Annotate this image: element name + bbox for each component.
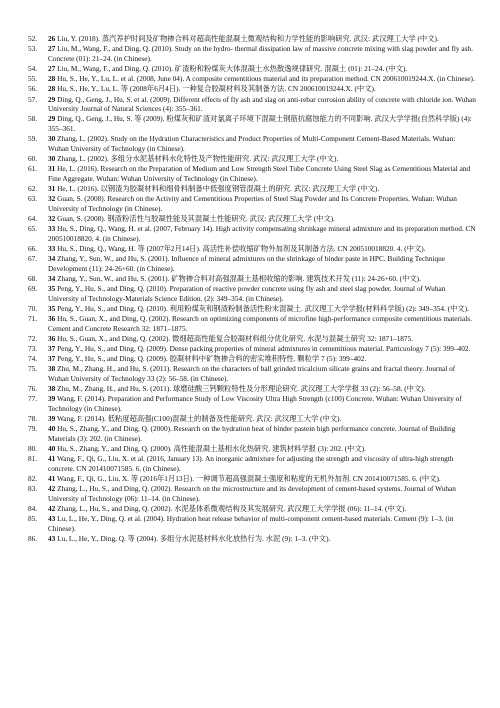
reference-entry: [28, 384, 476, 394]
reference-entry: [28, 74, 476, 84]
reference-text: Wang, F. (2014). 低粘度超高强(C100)混凝土的制备及性能研究. 武汉: 武汉理工大学 (中文).: [57, 414, 342, 423]
reference-entry: [28, 314, 476, 333]
reference-source-index: 32: [48, 213, 56, 223]
reference-number: 82.: [28, 473, 38, 483]
reference-text: Ding, Q., Geng, J., Hu, S. 等 (2009). 粉煤灰和矿渣对氯离子环境下混凝土钢筋抗腐蚀能力的不同影响. 武汉大学学报(自然科学版) (4): 355–361.: [48, 114, 472, 133]
reference-text: Peng, Y., Hu, S., and Ding, Q. (2010). 利用粉煤灰和钢渣粉制备活性粉末混凝土. 武汉理工大学学报(材料科学版) (2): 349–354. (中文).: [57, 303, 469, 313]
reference-text: Peng, Y., Hu, S., and Ding, Q. (2010). Preparation of reactive powder concrete using fly ash and steel slag powder. Journal of Wuhan University of Technology-Materials Science Edition. (2): 349–354. (in Chinese).: [48, 283, 446, 303]
reference-text: Zhang, L. (2002). Study on the Hydration Characteristics and Product Properties of Multi-Component Cement-Based Materials. Wuhan: Wuhan University of Technology (in Chinese).: [48, 134, 456, 153]
reference-source-index: 39: [48, 394, 56, 404]
reference-source-index: 38: [48, 384, 56, 394]
reference-entry: [28, 154, 476, 164]
reference-entry: [28, 224, 476, 243]
reference-entry: [28, 244, 476, 254]
reference-number: 66.: [28, 243, 38, 253]
reference-number: 71.: [28, 313, 38, 323]
reference-text: Hu, S., Zhang, Y., and Ding, Q. (2000). Research on the hydration heat of binder pastein high performance concrete. Journal of Building Materials (3): 202. (in Chinese).: [48, 424, 456, 443]
reference-source-index: 39: [48, 414, 56, 423]
reference-entry: [28, 304, 476, 314]
reference-text: Hu, S., He, Y., Lu, L. 等 (2008年6月4日). 一种复合胶凝材料及其制备方法. CN 200610019244.X. (中文).: [57, 84, 376, 94]
reference-text: Zhang, L., Hu, S., and Ding, Q. (2002). Research on the microstructure and its development of cement-based systems. Journal of Wuhan University of Technology (06): 11–14. (in Chinese).: [48, 484, 456, 503]
reference-source-index: 29: [48, 94, 56, 104]
reference-source-index: 38: [48, 364, 56, 374]
reference-number: 70.: [28, 303, 38, 313]
reference-entry: [28, 254, 476, 273]
reference-text: Zhang, Y., Sun, W., and Hu, S. (2001). Influence of mineral admixtures on the shrinkage of binder paste in HPC. Building Technique Development (11): 24-26+60. (in Chinese).: [48, 253, 445, 273]
reference-number: 52.: [28, 34, 38, 43]
reference-number: 68.: [28, 273, 38, 283]
reference-number: 54.: [28, 63, 38, 73]
reference-number: 84.: [28, 503, 38, 513]
reference-number: 64.: [28, 213, 38, 223]
reference-text: Guan, S. (2008). 钢渣粉活性与胶凝性能及其混凝土性能研究. 武汉: 武汉理工大学 (中文).: [57, 213, 336, 223]
reference-number: 65.: [28, 224, 38, 233]
reference-number: 85.: [28, 514, 38, 524]
reference-text: Lu, L., He, Y., Ding, Q. 等 (2004). 多组分水泥基材料水化放热行为. 水泥 (9): 1–3. (中文).: [57, 533, 331, 543]
reference-source-index: 30: [48, 134, 56, 144]
reference-entry: [28, 484, 476, 503]
reference-number: 56.: [28, 84, 38, 94]
reference-text: Hu, S., He, Y., Lu, L. et al. (2008, June 04). A composite cementitious material and its preparation method. CN 200610019244.X. (in Chinese).: [57, 74, 475, 84]
reference-entry: [28, 504, 476, 514]
reference-entry: [28, 134, 476, 153]
reference-number: 76.: [28, 384, 38, 394]
reference-text: Hu, S., Zhang, Y., and Ding, Q. (2000). 高性能混凝土基相水化热研究. 建筑材料学报 (3): 202. (中文).: [57, 443, 367, 453]
reference-source-index: 33: [48, 224, 56, 233]
reference-source-index: 32: [48, 194, 56, 204]
reference-text: Hu, S., Guan, X., and Ding, Q. (2002). 微细超高性能复合胶凝材料组分优化研究. 水泥与混凝土研究 32: 1871–1875.: [57, 333, 414, 343]
reference-source-index: 37: [48, 354, 56, 364]
reference-entry: [28, 414, 476, 424]
reference-text: Ding, Q., Geng, J., Hu, S. et al. (2009). Different effects of fly ash and slag on anti-rebar corrosion ability of concrete with chloride ion. Wuhan University Journal of Natural Sciences (4): 355–361.: [48, 94, 476, 114]
reference-text: Wang, F., Qi, G., Liu, X. et al. (2016, January 13). An inorganic admixture for adjusting the strength and viscosity of ultra-high strength concrete. CN 201410071585. 6. (in Chinese).: [48, 454, 454, 473]
reference-source-index: 28: [48, 74, 56, 84]
reference-entry: [28, 534, 476, 544]
reference-text: Zhang, L. (2002). 多组分水泥基材料水化特性及产物性能研究. 武汉: 武汉理工大学 (中文).: [57, 153, 339, 163]
reference-source-index: 27: [48, 44, 56, 54]
reference-entry: [28, 284, 476, 303]
reference-source-index: 34: [48, 253, 56, 263]
reference-source-index: 34: [48, 273, 56, 283]
reference-entry: [28, 454, 476, 473]
reference-source-index: 43: [48, 514, 56, 524]
reference-number: 58.: [28, 114, 38, 124]
reference-number: 72.: [28, 333, 38, 343]
reference-number: 62.: [28, 183, 38, 193]
reference-source-index: 36: [48, 333, 56, 343]
reference-source-index: 36: [48, 313, 56, 323]
reference-number: 61.: [28, 164, 38, 174]
reference-source-index: 31: [48, 183, 56, 193]
reference-text: He, L. (2016). 以钢渣为胶凝材料和细骨料制备中低强度钢管混凝土的研究. 武汉: 武汉理工大学 (中文).: [57, 183, 380, 193]
reference-entry: [28, 514, 476, 533]
reference-text: He, L. (2016). Research on the Preparation of Medium and Low Strength Steel Tube Concrete Using Steel Slag as Cementitious Material and Fine Aggregate. Wuhan: Wuhan University of Technology (in Chinese).: [48, 164, 471, 183]
reference-entry: [28, 474, 476, 484]
reference-text: Wang, F. (2014). Preparation and Performance Study of Low Viscosity Ultra High Strength (c100) Concrete. Wuhan: Wuhan University of Technology (in Chinese).: [48, 394, 462, 413]
reference-source-index: 42: [48, 503, 56, 513]
reference-entry: [28, 194, 476, 213]
reference-source-index: 30: [48, 153, 56, 163]
reference-source-index: 41: [48, 473, 56, 483]
reference-text: Lu, L., He, Y., Ding, Q. et al. (2004). Hydration heat release behavior of multi-component cement-based materials. Cement (9): 1–3. (in Chinese).: [48, 514, 454, 533]
reference-number: 77.: [28, 394, 38, 404]
reference-source-index: 35: [48, 283, 56, 293]
reference-text: Hu, S., Guan, X., and Ding, Q. (2002). Research on optimizing components of microfine high-performance composite cementitious materials. Cement and Concrete Research 32: 1871–1875.: [48, 313, 472, 333]
reference-number: 57.: [28, 94, 38, 104]
reference-entry: [28, 114, 476, 133]
reference-entry: [28, 274, 476, 284]
reference-text: Hu, S., Ding, Q., Wang, H. 等 (2007年2月14日). 高活性补偿收缩矿物外加剂及其制备方法. CN 200510018820. 4. (中文).: [57, 243, 426, 253]
reference-entry: [28, 364, 476, 383]
reference-number: 55.: [28, 74, 38, 84]
reference-number: 81.: [28, 454, 38, 464]
reference-entry: [28, 95, 476, 114]
reference-entry: [28, 334, 476, 344]
reference-entry: [28, 394, 476, 413]
reference-text: Wang, F., Qi, G., Liu, X. 等 (2016年1月13日). 一种调节超高强混凝土强度和粘度的无机外加剂. CN 201410071585. 6. (中文).: [57, 473, 441, 483]
reference-number: 63.: [28, 194, 38, 204]
reference-source-index: 27: [48, 63, 56, 73]
reference-number: 60.: [28, 153, 38, 163]
reference-number: 79.: [28, 424, 38, 434]
reference-source-index: 43: [48, 533, 56, 543]
reference-entry: [28, 424, 476, 443]
reference-text: Zhang, Y., Sun, W., and Hu, S. (2001). 矿物掺合料对高强混凝土基相收缩的影响. 建筑技术开发 (11): 24-26+60. (中文).: [57, 273, 421, 283]
reference-list: [28, 34, 476, 543]
reference-number: 78.: [28, 414, 38, 423]
reference-source-index: 26: [48, 34, 56, 43]
reference-text: Peng, Y., Hu, S., and Ding, Q. (2009). 胶凝材料中矿物掺合料的密实堆积特性. 颗粒学 7 (5): 399–402.: [57, 354, 367, 364]
reference-source-index: 31: [48, 164, 56, 174]
reference-source-index: 37: [48, 343, 56, 353]
reference-text: Liu, M., Wang, F., and Ding, Q. (2010). Study on the hydro- thermal dissipation law of massive concrete mixing with slag powder and fly ash. Concrete (01): 21–24. (in Chinese).: [48, 44, 473, 63]
reference-number: 53.: [28, 44, 38, 54]
reference-text: Zhu, M., Zhang, H., and Hu, S. (2011). Research on the characters of ball grinded tricalcium silicate grains and fractal theory. Journal of Wuhan University of Technology 33 (2): 56–58. (in Chinese).: [48, 364, 456, 383]
reference-number: 67.: [28, 253, 38, 263]
reference-source-index: 35: [48, 303, 56, 313]
reference-entry: [28, 84, 476, 94]
reference-entry: [28, 344, 476, 354]
reference-entry: [28, 34, 476, 44]
reference-number: 80.: [28, 443, 38, 453]
reference-text: Hu, S., Ding, Q., Wang, H. et al. (2007, February 14). High activity compensating shrinkage mineral admixture and its preparation method. CN 200510018820. 4. (in Chinese).: [48, 224, 476, 243]
reference-number: 69.: [28, 283, 38, 293]
reference-text: Liu, M., Wang, F., and Ding, Q. (2010). 矿渣粉和粉煤灰大体混凝土水热散逸规律研究. 混凝土 (01): 21–24. (中文).: [57, 63, 408, 73]
reference-text: Liu, Y. (2018). 蒸汽养护时间及矿物掺合料对超高性能混凝土微观结构和力学性能的影响研究. 武汉: 武汉理工大学 (中文).: [57, 34, 439, 43]
reference-text: Guan, S. (2008). Research on the Activity and Cementitious Properties of Steel Slag Powder and Its Concrete Properties. Wuhan: Wuhan University of Technology (in Chinese).: [48, 194, 457, 213]
reference-entry: [28, 184, 476, 194]
reference-source-index: 42: [48, 484, 56, 494]
reference-entry: [28, 64, 476, 74]
reference-entry: [28, 164, 476, 183]
reference-text: Zhu, M., Zhang, H., and Hu, S. (2011). 球磨硅酸三钙颗粒特性及分形理论研究. 武汉理工大学学报 33 (2): 56–58. (中文).: [57, 384, 426, 394]
reference-source-index: 41: [48, 454, 56, 464]
reference-text: Zhang, L., Hu, S., and Ding, Q. (2002). 水泥基体系微观结构及其发展研究. 武汉理工大学学报 (06): 11–14. (中文).: [57, 503, 407, 513]
reference-source-index: 28: [48, 84, 56, 94]
reference-number: 59.: [28, 134, 38, 144]
reference-source-index: 40: [48, 443, 56, 453]
reference-number: 75.: [28, 364, 38, 374]
reference-number: 74.: [28, 354, 38, 364]
reference-text: Peng, Y., Hu, S., and Ding, Q. (2009). Dense packing properties of mineral admixtures in cementitious material. Particuology 7 (5): 399–402.: [57, 343, 471, 353]
reference-number: 73.: [28, 343, 38, 353]
reference-source-index: 33: [48, 243, 56, 253]
reference-number: 86.: [28, 533, 38, 543]
reference-entry: [28, 444, 476, 454]
reference-source-index: 40: [48, 424, 56, 434]
reference-number: 83.: [28, 484, 38, 494]
reference-entry: [28, 214, 476, 224]
reference-entry: [28, 354, 476, 364]
reference-entry: [28, 44, 476, 63]
reference-source-index: 29: [48, 114, 56, 124]
